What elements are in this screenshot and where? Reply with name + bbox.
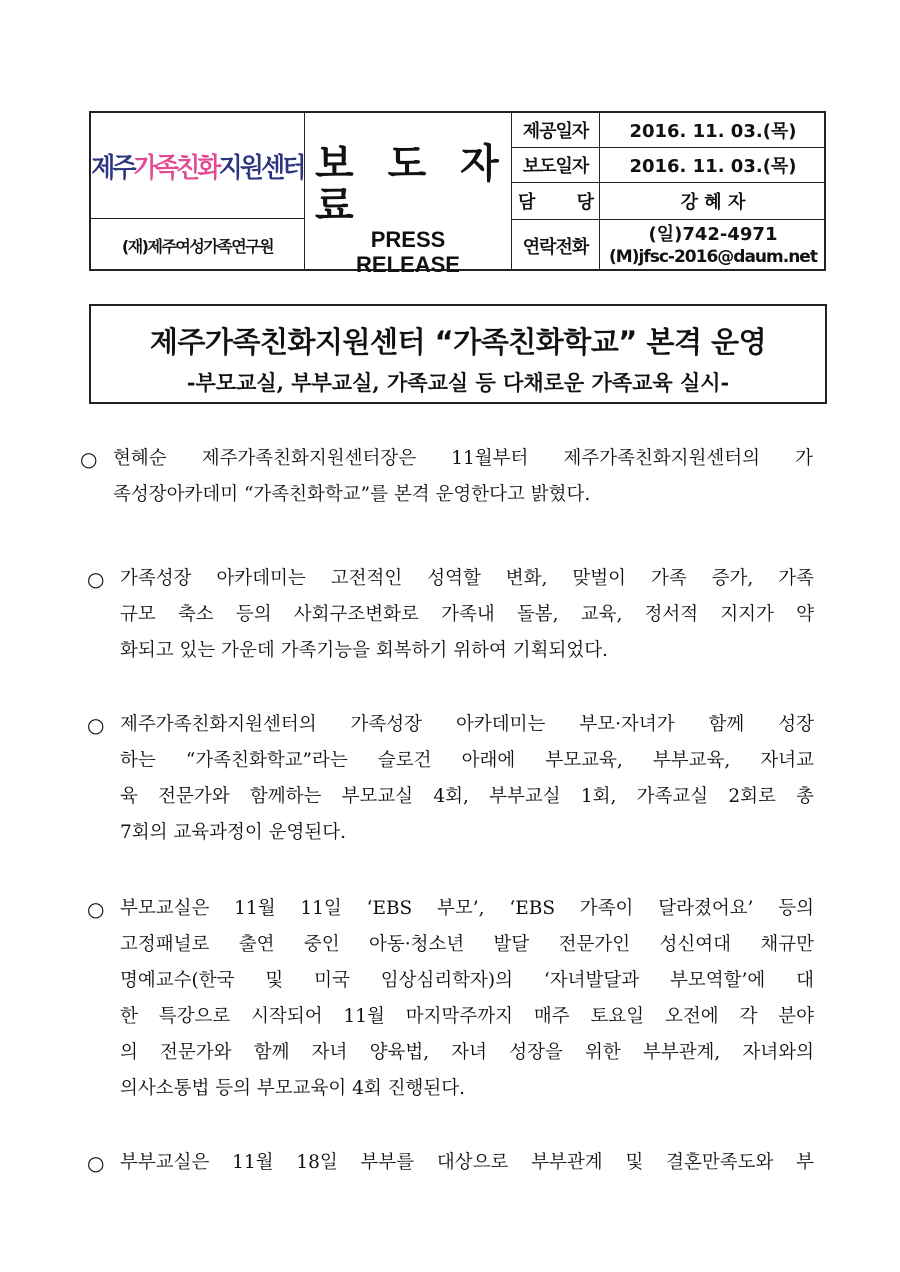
paragraph-text [113, 441, 813, 513]
center-logo [91, 113, 305, 219]
release-date-value: 2016. 11. 03.(목) [600, 148, 826, 183]
contact-phone: (일)742-4971 [648, 223, 778, 245]
paragraph-line: 육 전문가와 함께하는 부모교실 4회, 부부교실 1회, 가족교실 2회로 총 [120, 786, 814, 807]
paragraph-line: 현혜순 제주가족친화지원센터장은 11월부터 제주가족친화지원센터의 가 [113, 448, 813, 469]
paragraph-line: 제주가족친화지원센터의 가족성장 아카데미는 부모·자녀가 함께 성장 [120, 714, 814, 735]
logo-part-family-friendly: 가족친화 [133, 153, 219, 184]
paragraph-line: 하는 “가족친화학교”라는 슬로건 아래에 부모교육, 부부교육, 자녀교 [120, 750, 814, 771]
press-release-english-line1: PRESS [370, 227, 446, 252]
press-release-korean: 보 도 자 료 [315, 141, 509, 229]
person-in-charge-value: 강 혜 자 [600, 183, 826, 220]
paragraph-line: 의 전문가와 함께 자녀 양육법, 자녀 성장을 위한 부부관계, 자녀와의 [120, 1042, 814, 1063]
logo-part-support-center: 지원센터 [218, 153, 304, 184]
organization-cell [91, 219, 305, 271]
release-date-label: 보도일자 [512, 148, 600, 183]
paragraph-line: 의사소통법 등의 부모교육이 4회 진행된다. [120, 1078, 465, 1099]
paragraph-text [120, 891, 814, 1107]
headline-title: 제주가족친화지원센터 “가족친화학교” 본격 운영 [149, 325, 767, 359]
paragraph-line: 족성장아카데미 “가족친화학교”를 본격 운영한다고 밝혔다. [113, 484, 591, 505]
organization-name: (재)제주여성가족연구원 [121, 236, 274, 256]
press-release-english-line2: RELEASE [356, 252, 460, 277]
center-logo-text [91, 146, 303, 185]
circle-bullet-icon: ○ [80, 447, 98, 471]
paragraph-line: 부부교실은 11월 18일 부부를 대상으로 부부관계 및 결혼만족도와 부 [120, 1152, 814, 1173]
paragraph-line: 명예교수(한국 및 미국 임상심리학자)의 ‘자녀발달과 부모역할’에 대 [120, 970, 814, 991]
paragraph-text [120, 707, 814, 851]
provided-date-label: 제공일자 [512, 113, 600, 148]
paragraph-line: 가족성장 아카데미는 고전적인 성역할 변화, 맞벌이 가족 증가, 가족 [120, 568, 814, 589]
headline-subtitle: -부모교실, 부부교실, 가족교실 등 다채로운 가족교육 실시- [186, 370, 730, 395]
press-release-header-table [89, 111, 826, 277]
contact-value [600, 220, 826, 271]
paragraph-line: 한 특강으로 시작되어 11월 마지막주까지 매주 토요일 오전에 각 분야 [120, 1006, 814, 1027]
press-release-label-cell [305, 113, 512, 277]
circle-bullet-icon: ○ [87, 713, 105, 737]
contact-email: (M)jfsc-2016@daum.net [609, 246, 817, 267]
person-in-charge-label-right: 당 [576, 192, 593, 213]
circle-bullet-icon: ○ [87, 897, 105, 921]
person-in-charge-label-left: 담 [518, 192, 535, 213]
contact-label: 연락전화 [512, 220, 600, 271]
provided-date-value: 2016. 11. 03.(목) [600, 113, 826, 148]
paragraph-text [120, 561, 814, 669]
headline-box [89, 304, 827, 404]
paragraph-line: 화되고 있는 가운데 가족기능을 회복하기 위하여 기획되었다. [120, 640, 608, 661]
person-in-charge-label [512, 183, 600, 220]
circle-bullet-icon: ○ [87, 1151, 105, 1175]
logo-part-jeju: 제주 [91, 153, 134, 184]
paragraph-line: 7회의 교육과정이 운영된다. [120, 822, 346, 843]
circle-bullet-icon: ○ [87, 567, 105, 591]
paragraph-line: 규모 축소 등의 사회구조변화로 가족내 돌봄, 교육, 정서적 지지가 약 [120, 604, 814, 625]
paragraph-text [120, 1145, 814, 1181]
paragraph-line: 부모교실은 11월 11일 ‘EBS 부모’, ‘EBS 가족이 달라졌어요’ 등의 [120, 898, 814, 919]
paragraph-line: 고정패널로 출연 중인 아동·청소년 발달 전문가인 성신여대 채규만 [120, 934, 814, 955]
